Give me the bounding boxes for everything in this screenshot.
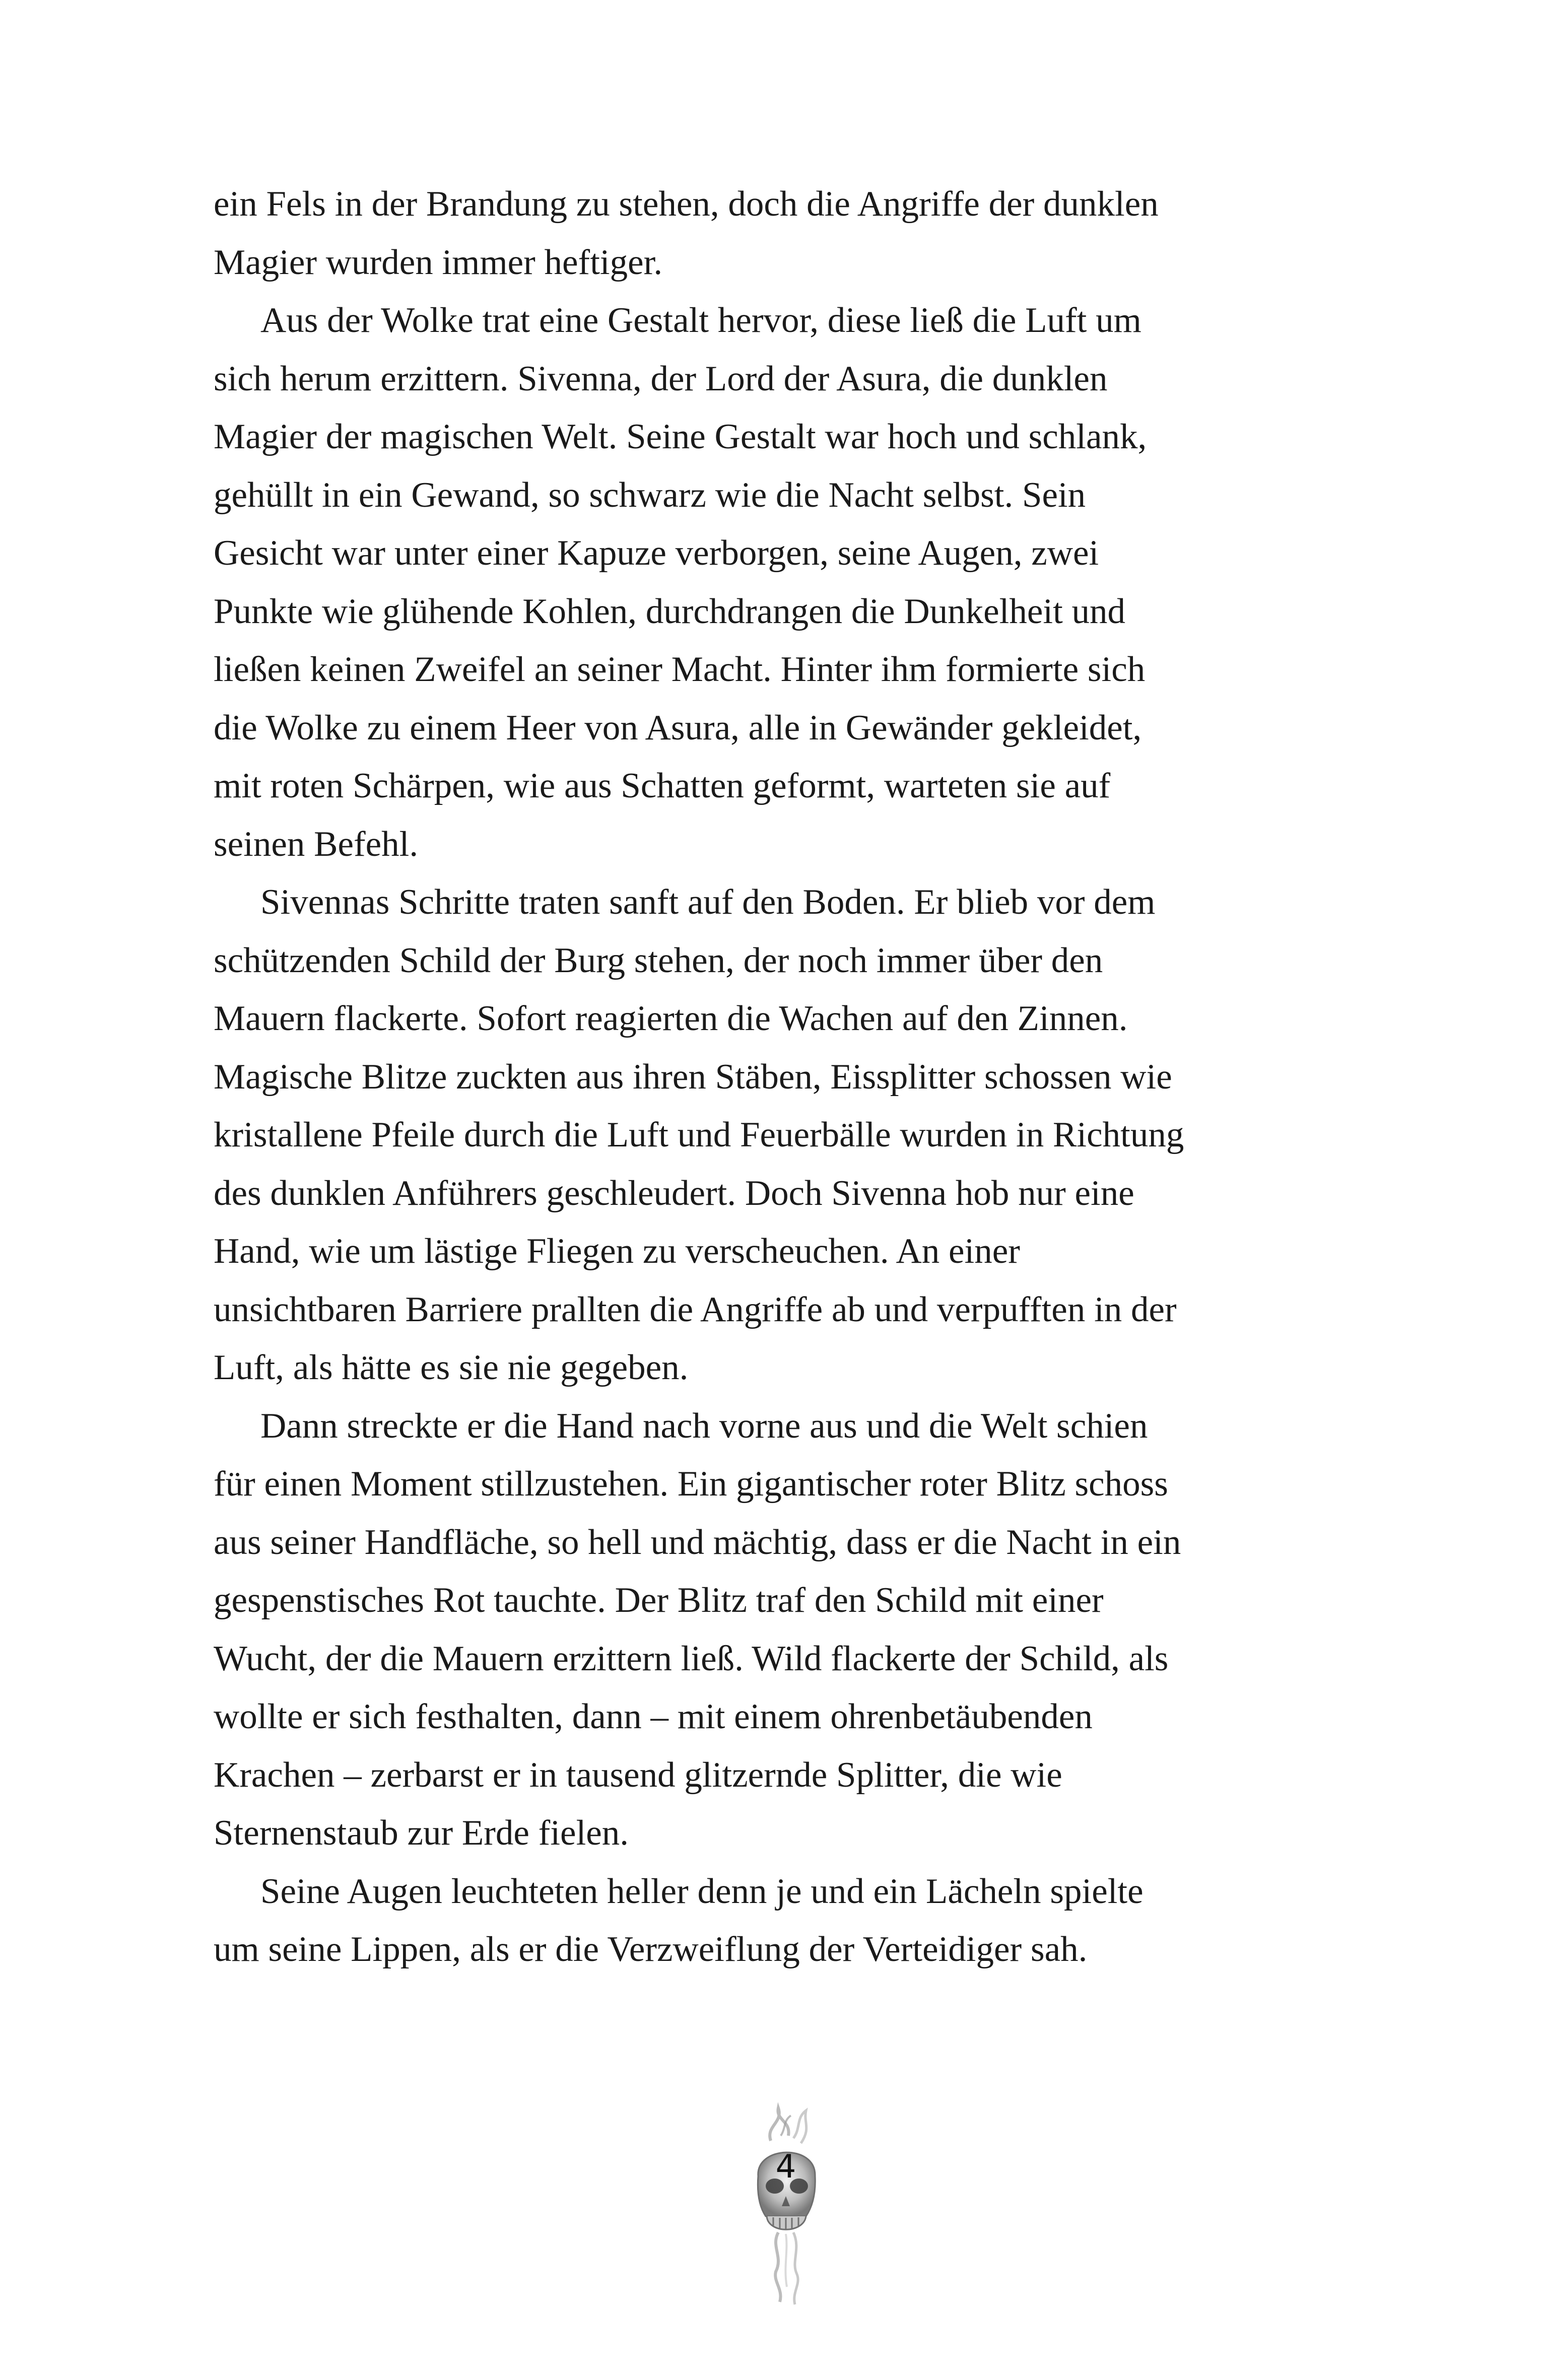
text-line: Sternenstaub zur Erde fielen. xyxy=(214,1813,629,1853)
paragraph xyxy=(214,175,1322,292)
page-folio xyxy=(735,2100,836,2312)
text-line: Sivennas Schritte traten sanft auf den Boden. Er blieb vor dem xyxy=(260,882,1156,922)
text-line: Mauern flackerte. Sofort reagierten die Wachen auf den Zinnen. xyxy=(214,999,1128,1038)
text-line: des dunklen Anführers geschleudert. Doch Sivenna hob nur eine xyxy=(214,1173,1134,1213)
text-line: aus seiner Handfläche, so hell und mächtig, dass er die Nacht in ein xyxy=(214,1522,1181,1562)
text-line: für einen Moment stillzustehen. Ein gigantischer roter Blitz schoss xyxy=(214,1464,1168,1504)
text-line: gespenstisches Rot tauchte. Der Blitz traf den Schild mit einer xyxy=(214,1581,1104,1620)
text-line: gehüllt in ein Gewand, so schwarz wie die Nacht selbst. Sein xyxy=(214,475,1086,515)
text-line: Krachen – zerbarst er in tausend glitzernde Splitter, die wie xyxy=(214,1755,1062,1795)
text-line: Gesicht war unter einer Kapuze verborgen, seine Augen, zwei xyxy=(214,533,1099,573)
text-line: die Wolke zu einem Heer von Asura, alle in Gewänder gekleidet, xyxy=(214,708,1142,747)
text-line: unsichtbaren Barriere prallten die Angriffe ab und verpufften in der xyxy=(214,1289,1177,1329)
text-line: Magische Blitze zuckten aus ihren Stäben, Eissplitter schossen wie xyxy=(214,1057,1172,1097)
paragraph xyxy=(214,873,1322,1397)
skull-smoke-ornament-icon xyxy=(735,2100,836,2312)
text-line: Aus der Wolke trat eine Gestalt hervor, diese ließ die Luft um xyxy=(260,301,1141,340)
text-line: ein Fels in der Brandung zu stehen, doch die Angriffe der dunklen xyxy=(214,184,1159,224)
text-line: sich herum erzittern. Sivenna, der Lord der Asura, die dunklen xyxy=(214,359,1108,398)
text-line: kristallene Pfeile durch die Luft und Feuerbälle wurden in Richtung xyxy=(214,1115,1184,1154)
text-line: Hand, wie um lästige Fliegen zu verscheuchen. An einer xyxy=(214,1232,1020,1271)
text-line: seinen Befehl. xyxy=(214,824,419,864)
text-line: Luft, als hätte es sie nie gegeben. xyxy=(214,1348,689,1387)
text-line: Seine Augen leuchteten heller denn je und ein Lächeln spielte xyxy=(260,1871,1144,1911)
text-line: Dann streckte er die Hand nach vorne aus und die Welt schien xyxy=(260,1406,1148,1446)
text-line: ließen keinen Zweifel an seiner Macht. Hinter ihm formierte sich xyxy=(214,650,1146,689)
text-line: Magier wurden immer heftiger. xyxy=(214,242,663,282)
text-line: Wucht, der die Mauern erzittern ließ. Wild flackerte der Schild, als xyxy=(214,1639,1169,1678)
paragraph xyxy=(214,1397,1322,1863)
text-line: wollte er sich festhalten, dann – mit einem ohrenbetäubenden xyxy=(214,1697,1093,1736)
text-line: schützenden Schild der Burg stehen, der noch immer über den xyxy=(214,940,1103,980)
page-number: 4 xyxy=(775,2148,796,2186)
text-line: mit roten Schärpen, wie aus Schatten geformt, warteten sie auf xyxy=(214,766,1111,805)
text-line: Punkte wie glühende Kohlen, durchdrangen die Dunkelheit und xyxy=(214,591,1126,631)
paragraph xyxy=(214,292,1322,873)
body-text xyxy=(214,175,1322,1979)
text-line: Magier der magischen Welt. Seine Gestalt war hoch und schlank, xyxy=(214,417,1147,456)
text-line: um seine Lippen, als er die Verzweiflung der Verteidiger sah. xyxy=(214,1930,1088,1969)
paragraph xyxy=(214,1863,1322,1979)
